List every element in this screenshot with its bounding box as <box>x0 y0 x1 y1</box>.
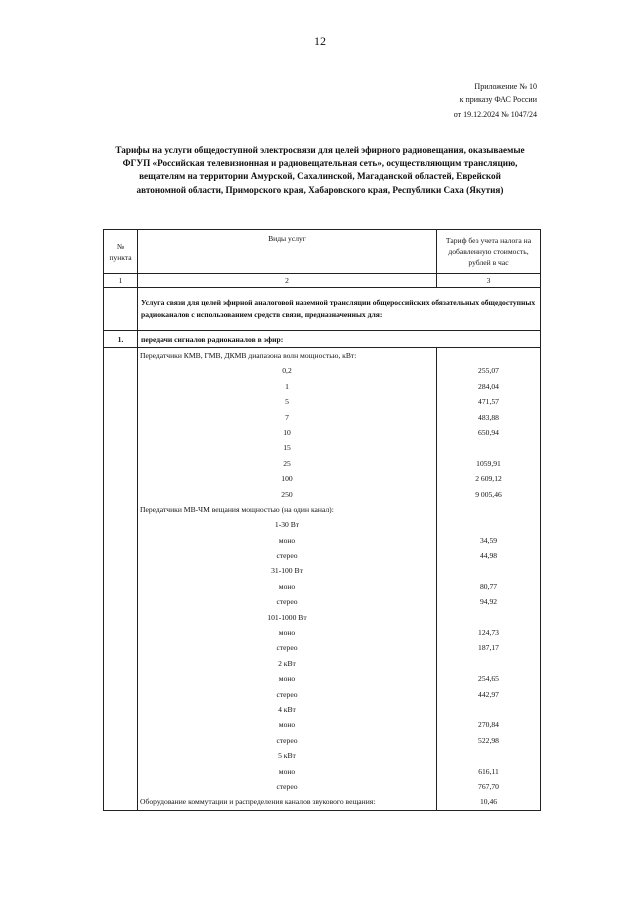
equipment-option-label: 7 <box>285 412 289 422</box>
tariff-value <box>437 440 540 455</box>
equipment-option-label: моно <box>278 766 296 776</box>
tariff-table <box>103 229 541 811</box>
equipment-option-label: стерео <box>276 643 298 653</box>
table-header-row <box>104 230 541 274</box>
tariff-value <box>437 702 540 717</box>
equipment-option-label: 15 <box>283 443 291 453</box>
equipment-option-label: моно <box>278 581 296 591</box>
tariff-value <box>437 748 540 763</box>
tariff-value: 471,57 <box>478 397 499 407</box>
equipment-option-label: 5 <box>285 397 289 407</box>
tariff-value <box>437 563 540 578</box>
equipment-option-label: 4 кВт <box>278 704 296 714</box>
tariff-value: 522,98 <box>478 735 499 745</box>
tariff-value: 187,17 <box>478 643 499 653</box>
header-item-number: № пункта <box>104 230 138 274</box>
tariff-value: 255,07 <box>478 366 499 376</box>
header-tariff: Тариф без учета налога на добавленную стоимость, рублей в час <box>437 230 541 274</box>
appendix-reference <box>460 80 537 106</box>
equipment-option-label: 2 кВт <box>278 658 296 668</box>
equipment-group-label: Оборудование коммутации и распределения каналов звукового вещания: <box>140 797 376 807</box>
equipment-group-label: Передатчики МВ-ЧМ вещания мощностью (на один канал): <box>140 504 334 514</box>
tariff-value: 124,73 <box>478 628 499 638</box>
column-number: 2 <box>138 274 437 288</box>
equipment-option-label: 250 <box>281 489 293 499</box>
order-date: от 19.12.2024 № 1047/24 <box>453 110 537 119</box>
tariff-value: 9 005,46 <box>475 489 502 499</box>
equipment-option-label: моно <box>278 628 296 638</box>
section-number: 1. <box>104 331 138 348</box>
tariff-value: 44,98 <box>479 551 498 561</box>
tariff-value: 767,70 <box>478 781 499 791</box>
equipment-option-label: 1-30 Вт <box>274 520 300 530</box>
empty-number-column <box>104 348 138 811</box>
equipment-option-label: 10 <box>283 427 291 437</box>
empty-cell <box>104 288 138 331</box>
equipment-option-label: стерео <box>276 551 298 561</box>
appendix-order-ref: к приказу ФАС России <box>459 95 537 104</box>
service-labels <box>138 348 437 811</box>
column-number: 3 <box>437 274 541 288</box>
service-heading: Услуга связи для целей эфирной аналоговой наземной трансляции общероссийских обязательных общедоступных радиоканалов с использованием средств связи, предназначенных для: <box>138 288 541 331</box>
header-service-type: Виды услуг <box>138 230 437 274</box>
tariff-value <box>437 502 540 517</box>
tariff-value <box>437 517 540 532</box>
column-number: 1 <box>104 274 138 288</box>
equipment-option-label: моно <box>278 535 296 545</box>
equipment-option-label: стерео <box>276 781 298 791</box>
equipment-group-label: Передатчики КМВ, ГМВ, ДКМВ диапазона волн мощностью, кВт: <box>140 351 357 360</box>
tariff-value <box>437 610 540 625</box>
section-label: передачи сигналов радиоканалов в эфир: <box>138 331 541 348</box>
service-heading-row <box>104 288 541 331</box>
equipment-option-label: 1 <box>285 381 289 391</box>
tariff-value: 284,04 <box>478 381 499 391</box>
tariff-value <box>437 348 540 363</box>
appendix-number: Приложение № 10 <box>474 82 537 91</box>
tariff-value: 254,65 <box>478 674 499 684</box>
tariff-value: 2 609,12 <box>475 474 502 484</box>
equipment-option-label: стерео <box>276 597 298 607</box>
tariff-value: 270,84 <box>478 720 499 730</box>
tariff-value: 94,92 <box>479 597 498 607</box>
column-number-row <box>104 274 541 288</box>
tariff-value: 650,94 <box>478 427 499 437</box>
tariff-value: 80,77 <box>479 581 498 591</box>
tariff-value: 34,59 <box>479 535 498 545</box>
equipment-option-label: моно <box>278 674 296 684</box>
equipment-option-label: 101-1000 Вт <box>267 612 307 622</box>
tariff-value: 616,11 <box>478 766 499 776</box>
tariff-value: 483,88 <box>478 412 499 422</box>
equipment-option-label: 0,2 <box>282 366 292 376</box>
tariff-value <box>437 656 540 671</box>
tariff-value: 442,97 <box>478 689 499 699</box>
tariff-values <box>437 348 541 811</box>
equipment-option-label: 100 <box>281 474 293 484</box>
equipment-option-label: 5 кВт <box>278 751 296 761</box>
section-row <box>104 331 541 348</box>
document-title: Тарифы на услуги общедоступной электросвязи для целей эфирного радиовещания, оказываемые ФГУП «Российская телевизионная и радиовещательная сеть», осуществляющим трансляцию, вещателям на территории Амурской, Сахалинской, Магаданской областей, Еврейской автономной области, Приморского края, Хабаровского края, Республики Саха (Якутия) <box>115 145 525 195</box>
equipment-option-label: стерео <box>276 735 298 745</box>
equipment-option-label: моно <box>278 720 296 730</box>
tariff-value: 1059,91 <box>476 458 501 468</box>
equipment-option-label: стерео <box>276 689 298 699</box>
equipment-option-label: 31-100 Вт <box>271 566 303 576</box>
items-block <box>104 348 541 811</box>
equipment-option-label: 25 <box>283 458 291 468</box>
page-number: 12 <box>314 34 326 48</box>
tariff-value: 10,46 <box>479 797 498 807</box>
